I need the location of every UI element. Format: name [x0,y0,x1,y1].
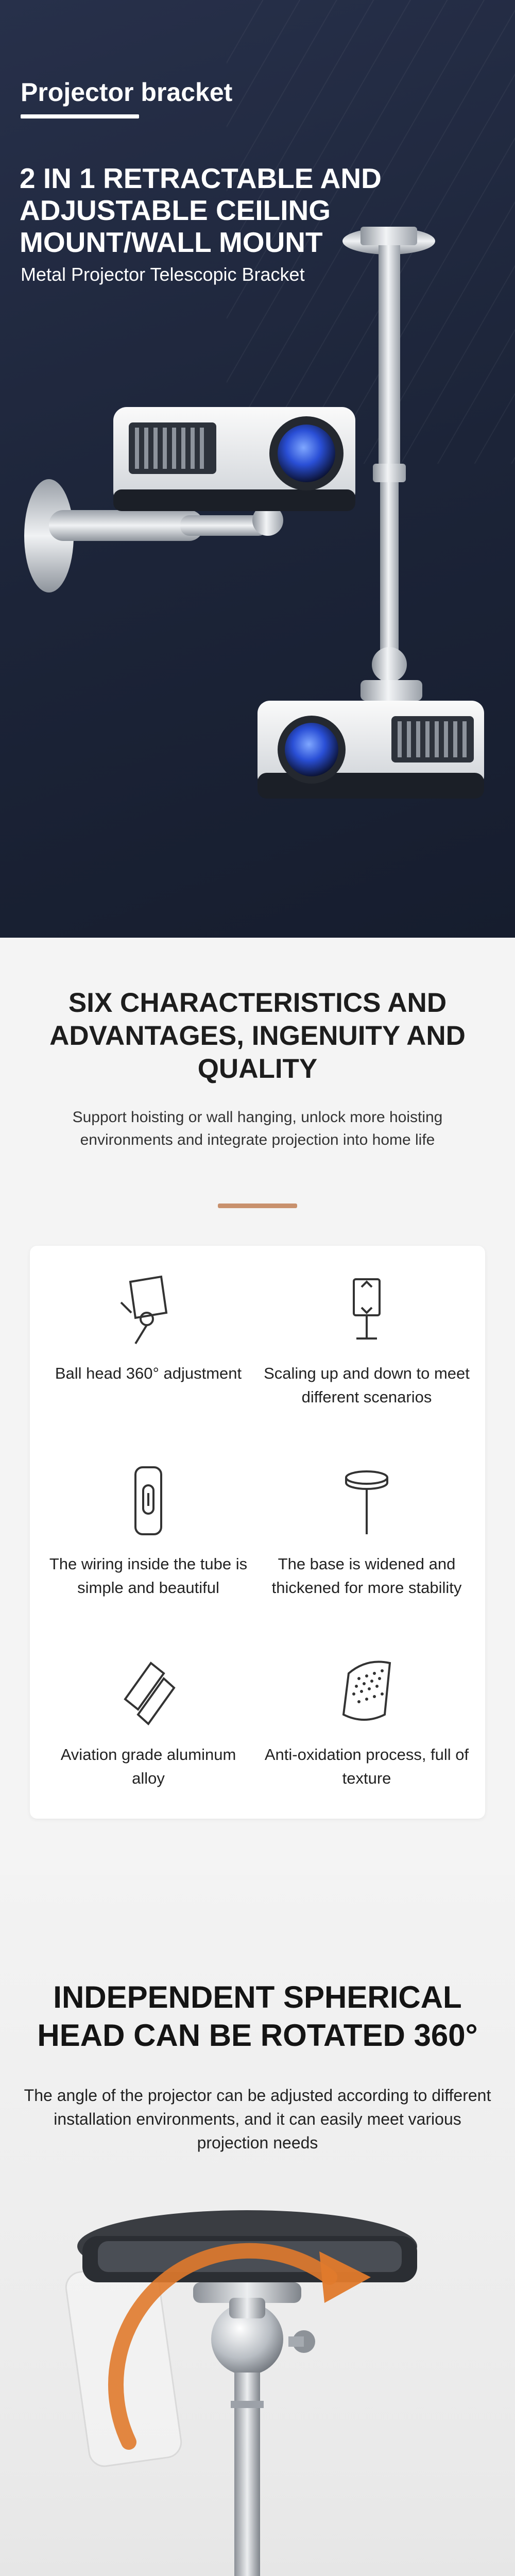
hero-subtitle: Metal Projector Telescopic Bracket [21,264,305,285]
spherical-title: INDEPENDENT SPHERICAL HEAD CAN BE ROTATED 360° [37,1980,478,2053]
characteristics-section [0,938,515,1875]
feature-ball-head [45,1272,251,1426]
feature-label: Aviation grade aluminum alloy [60,1745,236,1787]
wiring-tube-icon [115,1462,182,1539]
feature-label: Ball head 360° adjustment [55,1364,242,1382]
hero-label: Projector bracket [21,78,233,107]
feature-label: Anti-oxidation process, full of texture [264,1745,469,1787]
texture-icon [333,1653,400,1730]
feature-label: The wiring inside the tube is simple and beautiful [49,1555,248,1597]
feature-scaling [264,1272,470,1426]
hero-title: 2 IN 1 RETRACTABLE AND ADJUSTABLE CEILING MOUNT/WALL MOUNT [20,162,382,258]
feature-label: Scaling up and down to meet different scenarios [264,1364,470,1406]
aluminum-alloy-icon [115,1653,182,1730]
feature-anti-oxidation [264,1653,470,1807]
hero-product-illustration [0,0,515,938]
ball-head-icon [115,1272,182,1349]
features-card [30,1246,485,1819]
spherical-description: The angle of the projector can be adjusted according to different installation environments, and it can easily meet various projection needs [24,2086,491,2152]
feature-base [264,1462,470,1617]
characteristics-description: Support hoisting or wall hanging, unlock more hoisting environments and integrate projection into home life [72,1109,443,1148]
base-icon [333,1462,400,1539]
feature-wiring [45,1462,251,1617]
feature-aluminum [45,1653,251,1807]
spherical-head-section [0,1875,515,2576]
accent-divider [218,1204,297,1208]
feature-label: The base is widened and thickened for more stability [271,1555,462,1597]
characteristics-title: SIX CHARACTERISTICS AND ADVANTAGES, INGENUITY AND QUALITY [49,988,466,1084]
scaling-icon [333,1272,400,1349]
hero-section [0,0,515,938]
